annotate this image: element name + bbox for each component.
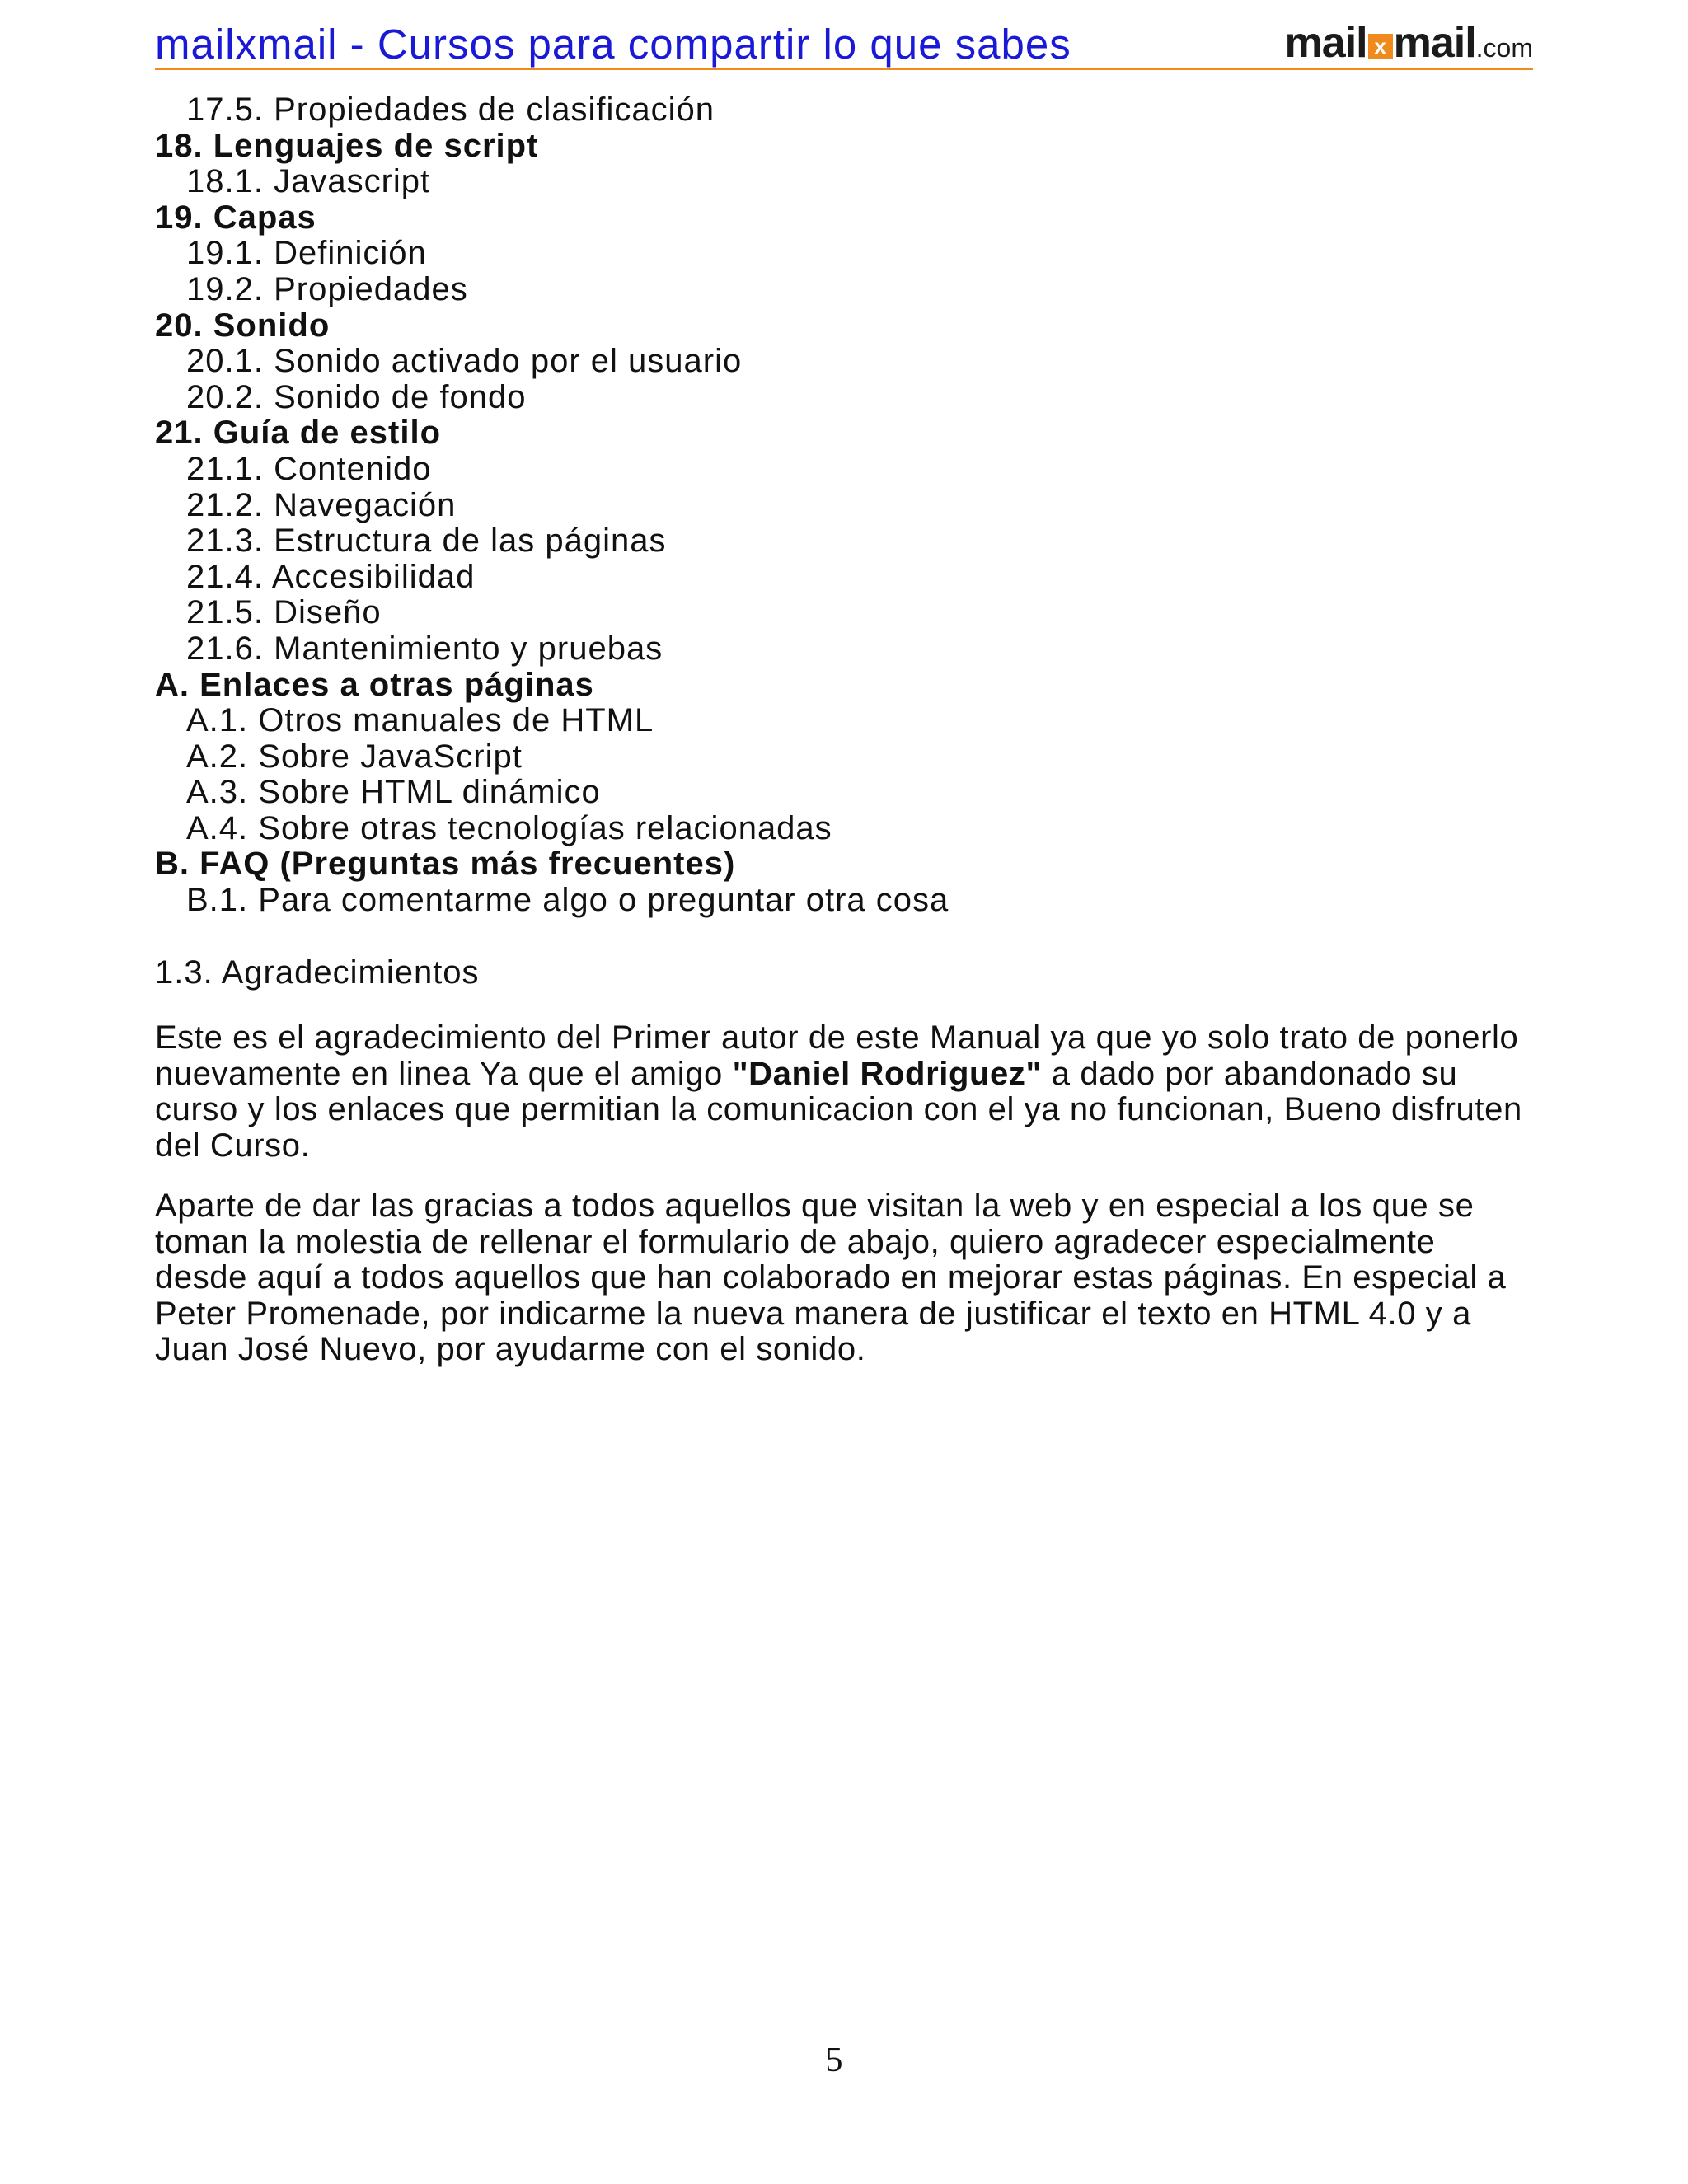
acknowledgement-paragraph-2: Aparte de dar las gracias a todos aquellos que visitan la web y en especial a los que se toman la molestia de rellenar el formulario de abajo, quiero agradecer especialmente desde aquí a todos aquellos que han colaborado en mejorar estas páginas. En especial a Peter Promenade, por indicarme la nueva manera de justificar el texto en HTML 4.0 y a Juan José Nuevo, por ayudarme con el sonido. <box>155 1188 1507 1367</box>
paragraph-text: a dado por abandonado su curso y los enlaces que permitian la comunicacion con el ya no funcionan, Bueno disfruten del Curso. <box>155 1055 1522 1164</box>
table-of-contents <box>155 92 1515 919</box>
toc-item: 21.5. Diseño <box>186 594 382 631</box>
toc-item: 21.6. Mantenimiento y pruebas <box>186 630 663 667</box>
page-number: 5 <box>825 2041 843 2079</box>
toc-item: 21.3. Estructura de las páginas <box>186 523 667 560</box>
toc-chapter: 18. Lenguajes de script <box>155 127 539 164</box>
toc-item: B.1. Para comentarme algo o preguntar otra cosa <box>186 882 950 919</box>
toc-item: 20.2. Sonido de fondo <box>186 378 527 415</box>
toc-item: 19.1. Definición <box>186 235 427 272</box>
toc-item: 20.1. Sonido activado por el usuario <box>186 343 743 380</box>
toc-chapter: B. FAQ (Preguntas más frecuentes) <box>155 846 736 883</box>
logo-text-mail-2: mail <box>1393 19 1476 67</box>
toc-item: A.4. Sobre otras tecnologías relacionadas <box>186 809 832 846</box>
page-header <box>155 16 1533 70</box>
toc-item: 17.5. Propiedades de clasificación <box>186 91 715 128</box>
toc-item: A.1. Otros manuales de HTML <box>186 702 654 739</box>
toc-item: 21.4. Accesibilidad <box>186 558 476 595</box>
toc-item: 18.1. Javascript <box>186 163 431 200</box>
acknowledgement-paragraph-1 <box>155 1020 1523 1164</box>
paragraph-text: Este es el agradecimiento del Primer autor de este Manual ya que yo solo trato de ponerlo nuevamente en linea Ya que el amigo <box>155 1019 1519 1092</box>
toc-chapter: A. Enlaces a otras páginas <box>155 666 594 703</box>
toc-item: A.3. Sobre HTML dinámico <box>186 774 601 811</box>
logo-x-icon: x <box>1368 34 1393 59</box>
toc-chapter: 21. Guía de estilo <box>155 415 442 452</box>
toc-item: 19.2. Propiedades <box>186 270 468 307</box>
toc-item: 21.2. Navegación <box>186 486 457 523</box>
toc-item: A.2. Sobre JavaScript <box>186 738 523 775</box>
logo-text-com: .com <box>1475 33 1533 63</box>
author-name: "Daniel Rodriguez" <box>732 1055 1043 1092</box>
section-title: 1.3. Agradecimientos <box>155 954 480 991</box>
mailxmail-logo <box>1284 19 1533 67</box>
toc-chapter: 19. Capas <box>155 199 316 236</box>
toc-item: 21.1. Contenido <box>186 450 432 487</box>
logo-text-mail: mail <box>1284 19 1367 67</box>
header-title: mailxmail - Cursos para compartir lo que sabes <box>155 21 1071 68</box>
toc-chapter: 20. Sonido <box>155 307 331 344</box>
